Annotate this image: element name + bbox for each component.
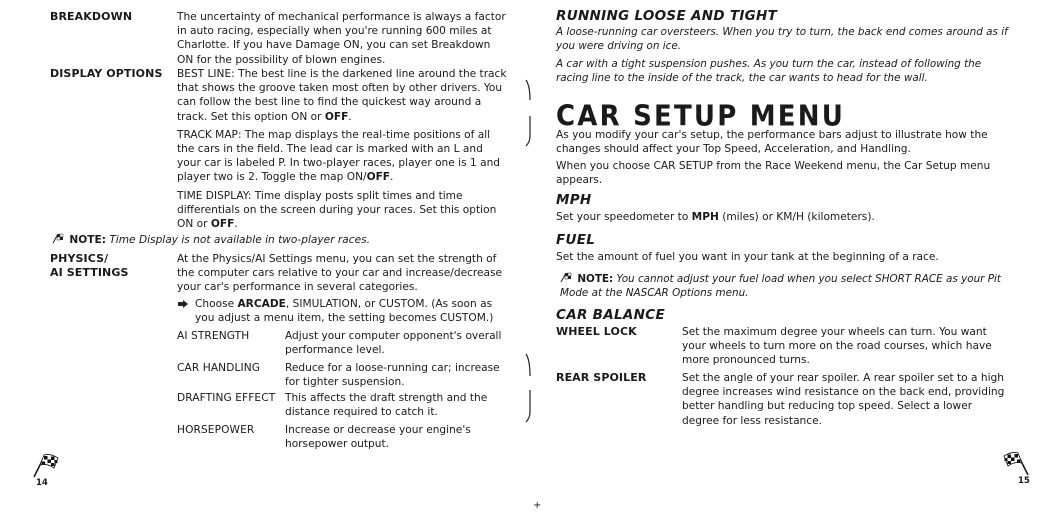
running-tight-paragraph: A car with a tight suspension pushes. As you turn the car, instead of following the racing line to the inside of the track, the car wants to head for the wall.	[556, 58, 982, 84]
binding-bracket-top	[524, 78, 534, 148]
fuel-body: Set the amount of fuel you want in your tank at the beginning of a race.	[556, 251, 939, 263]
breakdown-body: The uncertainty of mechanical performance is always a factor in auto racing, especially when you're running 600 miles at Charlotte. If you have Damage ON, you can set Breakdown ON for the possibility of blown engines.	[177, 11, 506, 66]
note-label: NOTE:	[69, 234, 106, 246]
page-number-right: 15	[1018, 476, 1030, 486]
mph-heading: MPH	[556, 192, 592, 208]
checkered-flag-note-icon	[560, 272, 574, 283]
checkered-flag-icon	[1002, 450, 1032, 476]
car-setup-title: CAR SETUP MENU	[556, 100, 846, 133]
time-display-note	[52, 233, 370, 247]
car-setup-paragraph-1: As you modify your car's setup, the performance bars adjust to illustrate how the changes should affect your Top Speed, Acceleration, and Handling.	[556, 129, 988, 156]
breakdown-term: BREAKDOWN	[50, 10, 133, 23]
physics-term: PHYSICS/ AI SETTINGS	[50, 252, 129, 279]
running-heading: RUNNING LOOSE AND TIGHT	[556, 8, 778, 24]
car-balance-heading: CAR BALANCE	[556, 307, 665, 323]
wheel-lock-term: WHEEL LOCK	[556, 325, 637, 338]
wheel-lock-body: Set the maximum degree your wheels can turn. You want your wheels to turn more on the road courses, which have more pronounced turns.	[682, 326, 992, 367]
rear-spoiler-term: REAR SPOILER	[556, 371, 647, 384]
car-setup-paragraph-2: When you choose CAR SETUP from the Race Weekend menu, the Car Setup menu appears.	[556, 160, 991, 187]
mph-body: Set your speedometer to MPH (miles) or KM/H (kilometers).	[556, 211, 875, 223]
arrow-bullet-icon	[177, 297, 189, 313]
physics-body: At the Physics/AI Settings menu, you can set the strength of the computer cars relative to your car and increase/decrease your car's performance in several categories.	[177, 253, 503, 294]
best-line-paragraph: BEST LINE: The best line is the darkened line around the track that shows the groove taken most often by other drivers. You can follow the best line to find the quickest way around a track. Set this option ON or OFF.	[177, 68, 507, 123]
note-text: You cannot adjust your fuel load when you select SHORT RACE as your Pit Mode at the NASCAR Options menu.	[560, 273, 1001, 299]
page-number-left: 14	[36, 478, 48, 488]
checkered-flag-icon	[30, 452, 60, 478]
fuel-note	[560, 272, 1008, 301]
track-map-paragraph: TRACK MAP: The map displays the real-time positions of all the cars in the field. The lead car is marked with an L and your car is labeled P. In two-player races, player one is 1 and player two is 2. Toggle the map ON/OFF.	[177, 128, 501, 184]
time-display-paragraph: TIME DISPLAY: Time display posts split times and time differentials on the screen during your races. Set this option ON or OFF.	[177, 189, 497, 231]
fuel-heading: FUEL	[556, 232, 596, 248]
checkered-flag-note-icon	[52, 233, 66, 244]
note-text: Time Display is not available in two-player races.	[109, 234, 370, 246]
note-label: NOTE:	[577, 273, 614, 285]
center-crop-mark: +	[533, 500, 542, 511]
rear-spoiler-body: Set the angle of your rear spoiler. A rear spoiler set to a high degree increases wind resistance on the back end, providing better handling but reducing top speed. Select a lower degree for less resistance.	[682, 372, 1005, 427]
binding-bracket-bottom	[524, 352, 534, 424]
display-options-term: DISPLAY OPTIONS	[50, 67, 163, 80]
running-loose-paragraph: A loose-running car oversteers. When you try to turn, the back end comes around as if you were driving on ice.	[556, 26, 1008, 52]
